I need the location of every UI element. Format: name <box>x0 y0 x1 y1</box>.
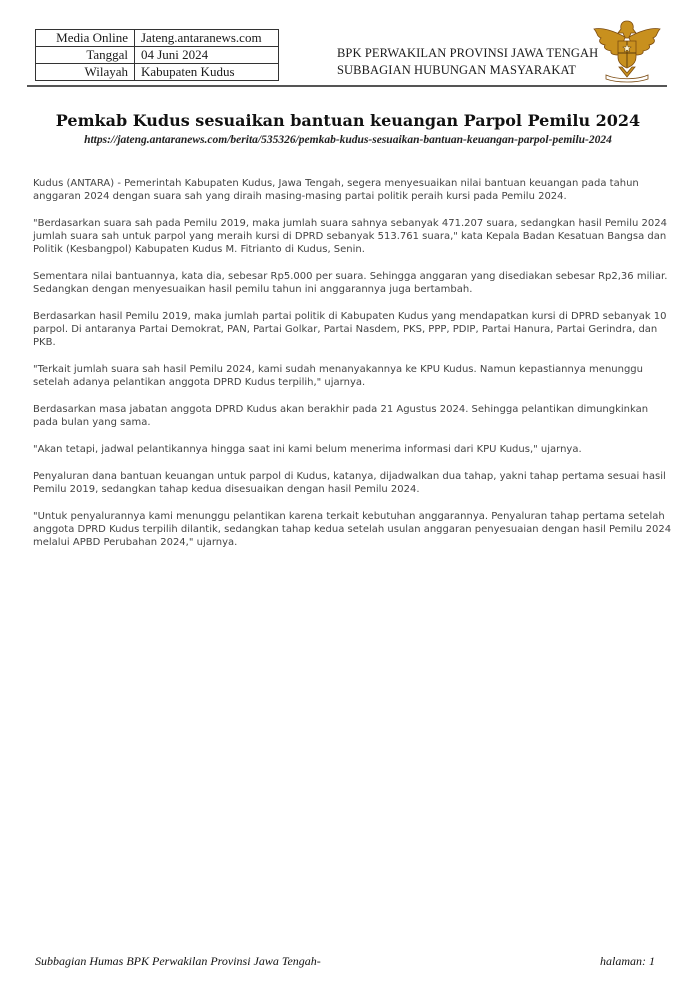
media-label: Media Online <box>36 30 135 47</box>
article-paragraph: Berdasarkan masa jabatan anggota DPRD Kudus akan berakhir pada 21 Agustus 2024. Sehingga pelantikan dimungkinkan pada bulan yang sama. <box>33 404 649 428</box>
date-label: Tanggal <box>36 47 135 64</box>
article-url: https://jateng.antaranews.com/berita/535326/pemkab-kudus-sesuaikan-bantuan-keuangan-parpol-pemilu-2024 <box>84 134 612 146</box>
article-paragraph: Kudus (ANTARA) - Pemerintah Kabupaten Kudus, Jawa Tengah, segera menyesuaikan nilai bantuan keuangan pada tahun anggaran 2024 dengan suara sah yang diraih masing-masing partai politik peraih kursi pada Pemilu 2024. <box>33 178 639 202</box>
article-paragraph: "Untuk penyalurannya kami menunggu pelantikan karena terkait kebutuhan anggarannya. Penyaluran tahap pertama setelah anggota DPRD Kudus terpilih dilantik, sedangkan tahap kedua setelah usulan anggaran penyesuaian dengan hasil Pemilu 2024 melalui APBD Perubahan 2024," ujarnya. <box>33 511 672 548</box>
footer-source: Subbagian Humas BPK Perwakilan Provinsi Jawa Tengah- <box>35 954 321 968</box>
date-value: 04 Juni 2024 <box>135 47 279 64</box>
region-value: Kabupaten Kudus <box>135 64 279 81</box>
article-paragraph: "Terkait jumlah suara sah hasil Pemilu 2024, kami sudah menanyakannya ke KPU Kudus. Namun kepastiannya menunggu setelah adanya pelantikan anggota DPRD Kudus terpilih," ujarnya. <box>33 364 643 388</box>
region-info-row <box>36 64 279 81</box>
article-paragraph: "Akan tetapi, jadwal pelantikannya hingga saat ini kami belum menerima informasi dari KPU Kudus," ujarnya. <box>33 444 582 455</box>
article-paragraph: "Berdasarkan suara sah pada Pemilu 2019, maka jumlah suara sahnya sebanyak 471.207 suara, sedangkan hasil Pemilu 2024 jumlah suara sah untuk parpol yang meraih kursi di DPRD sebanyak 513.761 suara," kata Kepala Badan Kesatuan Bangsa dan Politik (Kesbangpol) Kabupaten Kudus M. Fitrianto di Kudus, Senin. <box>33 218 667 255</box>
organization-name: BPK PERWAKILAN PROVINSI JAWA TENGAH <box>337 46 599 60</box>
article-paragraph: Berdasarkan hasil Pemilu 2019, maka jumlah partai politik di Kabupaten Kudus yang mendapatkan kursi di DPRD sebanyak 10 parpol. Di antaranya Partai Demokrat, PAN, Partai Golkar, Partai Nasdem, PKS, PPP, PDIP, Partai Hanura, Partai Gerindra, dan PKB. <box>33 311 667 348</box>
article-paragraph: Sementara nilai bantuannya, kata dia, sebesar Rp5.000 per suara. Sehingga anggaran yang disediakan sebesar Rp2,36 miliar. Sedangkan dengan menyesuaikan hasil pemilu tahun ini anggarannya juga bertambah. <box>33 271 668 295</box>
organization-heading <box>337 45 598 79</box>
media-value: Jateng.antaranews.com <box>135 30 279 47</box>
article-title: Pemkab Kudus sesuaikan bantuan keuangan Parpol Pemilu 2024 <box>55 111 641 130</box>
date-info-row <box>36 47 279 64</box>
page-number: halaman: 1 <box>600 954 655 968</box>
region-label: Wilayah <box>36 64 135 81</box>
header-divider <box>27 85 667 87</box>
article-body <box>33 177 673 563</box>
media-info-row <box>36 30 279 47</box>
media-info-table <box>35 29 279 81</box>
article-paragraph: Penyaluran dana bantuan keuangan untuk parpol di Kudus, katanya, dijadwalkan dua tahap, yakni tahap pertama sesuai hasil Pemilu 2019, sedangkan tahap kedua disesuaikan dengan hasil Pemilu 2024. <box>33 471 666 495</box>
organization-division: SUBBAGIAN HUBUNGAN MASYARAKAT <box>337 63 577 77</box>
garuda-emblem-icon <box>592 17 662 83</box>
